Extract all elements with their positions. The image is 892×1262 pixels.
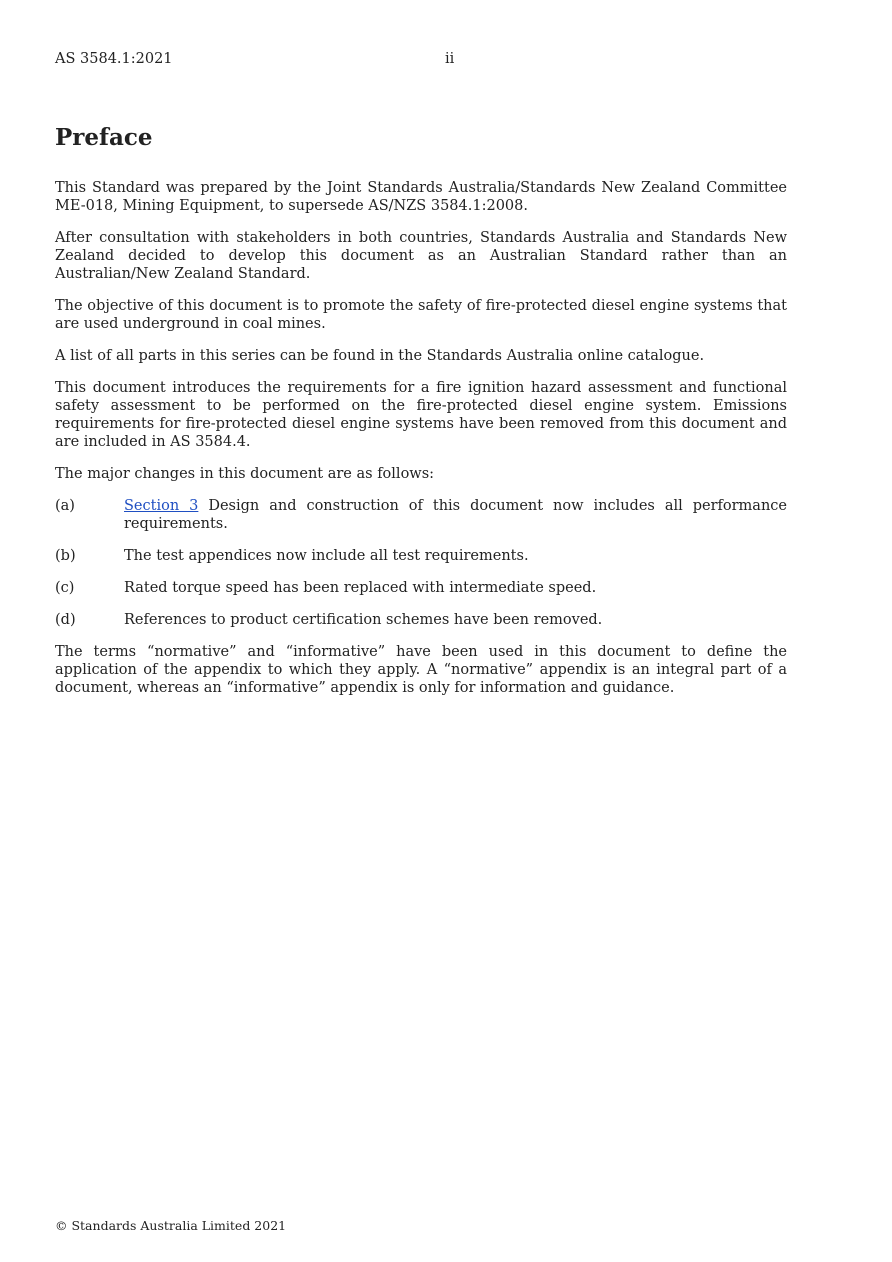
section-3-link[interactable]: Section 3 [124,498,199,514]
list-marker: (a) [55,498,75,514]
list-item-text [124,497,787,533]
document-body [55,122,787,711]
changes-list [55,497,787,629]
list-marker: (c) [55,580,75,596]
page-header [55,51,787,71]
list-marker: (b) [55,548,76,564]
paragraph-consultation: After consultation with stakeholders in both countries, Standards Australia and Standards New Zealand decided to develop this document as an Australian Standard rather than an Australian/New Zealand Standard. [55,230,787,282]
list-marker: (d) [55,612,76,628]
paragraph-committee: This Standard was prepared by the Joint Standards Australia/Standards New Zealand Committee ME-018, Mining Equipment, to supersede AS/NZS 3584.1:2008. [55,180,787,214]
list-item [55,611,787,629]
paragraph-normative-informative: The terms “normative” and “informative” have been used in this document to define the application of the appendix to which they apply. A “normative” appendix is an integral part of a document, whereas an “informative” appendix is only for information and guidance. [55,644,787,696]
list-item-text: Rated torque speed has been replaced with intermediate speed. [124,580,597,596]
page-title: Preface [55,124,153,151]
list-item [55,579,787,597]
list-item-body: Design and construction of this document now includes all performance requirements. [124,498,787,532]
paragraph-major-changes: The major changes in this document are as follows: [55,466,435,482]
paragraph-objective: The objective of this document is to promote the safety of fire-protected diesel engine systems that are used underground in coal mines. [55,298,787,332]
paragraph-introduction: This document introduces the requirements for a fire ignition hazard assessment and functional safety assessment to be performed on the fire-protected diesel engine system. Emissions requirements for fire-protected diesel engine systems have been removed from this document and are included in AS 3584.4. [55,380,787,450]
paragraph-parts-list: A list of all parts in this series can be found in the Standards Australia online catalogue. [55,348,705,364]
list-item-text: The test appendices now include all test requirements. [124,548,529,564]
document-id: AS 3584.1:2021 [55,51,173,67]
copyright-footer: © Standards Australia Limited 2021 [55,1218,287,1233]
page-number: ii [445,51,455,67]
list-item [55,547,787,565]
list-item-text: References to product certification schemes have been removed. [124,612,603,628]
list-item [55,497,787,533]
